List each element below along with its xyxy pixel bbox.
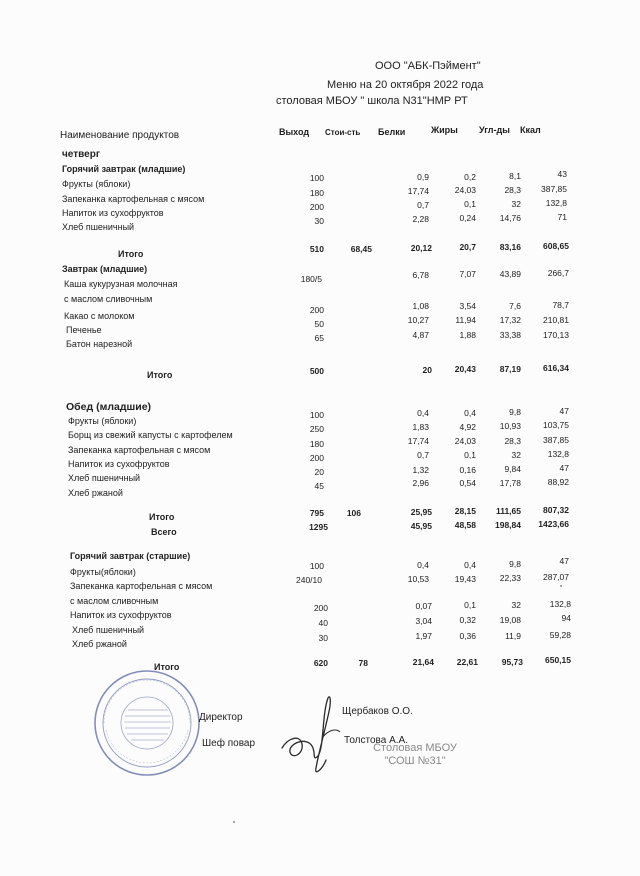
item-carbs: 10,93 (499, 421, 521, 431)
item-name: Хлеб ржаной (72, 639, 127, 649)
total-output: 620 (313, 658, 328, 668)
item-protein: 0,7 (417, 450, 429, 460)
item-output: 50 (314, 319, 324, 329)
item-name: Печенье (66, 325, 102, 335)
canteen-name: столовая МБОУ " школа N31"НМР РТ (276, 95, 468, 107)
item-carbs: 9,84 (504, 464, 521, 474)
item-kcal: 47 (559, 556, 569, 566)
item-kcal: 78,7 (552, 300, 569, 310)
item-protein: 3,04 (415, 616, 432, 626)
item-output: 40 (318, 618, 328, 628)
item-carbs: 32 (511, 450, 521, 460)
item-kcal: 43 (557, 169, 567, 179)
item-output: 45 (314, 481, 324, 491)
total-fat: 22,61 (456, 657, 478, 667)
item-carbs: 19,08 (499, 615, 521, 625)
item-kcal: 387,85 (541, 184, 567, 194)
item-fat: 0,2 (464, 172, 476, 182)
item-protein: 2,96 (412, 478, 429, 488)
item-output: 200 (309, 202, 324, 212)
grand-total-carbs: 198,84 (495, 520, 521, 530)
item-carbs: 17,78 (499, 478, 521, 488)
item-name: Хлеб пшеничный (62, 222, 135, 232)
item-fat: 3,54 (459, 301, 476, 311)
item-protein: 17,74 (407, 186, 429, 196)
scan-speck (560, 585, 562, 587)
item-protein: 0,07 (415, 601, 432, 611)
item-name: Напиток из сухофруктов (70, 610, 172, 620)
item-name: Какао с молоком (64, 311, 135, 321)
section-title: Горячий завтрак (младшие) (62, 164, 186, 174)
item-protein: 6,78 (412, 270, 429, 280)
item-protein: 17,74 (407, 436, 429, 446)
item-carbs: 7,6 (509, 301, 521, 311)
item-name: Запеканка картофельная с мясом (70, 581, 213, 591)
round-stamp (92, 668, 202, 778)
col-header-cost: Стои-сть (325, 128, 361, 137)
col-header-name: Наименование продуктов (60, 130, 180, 141)
item-name: Напиток из сухофруктов (68, 459, 170, 469)
item-protein: 1,32 (412, 465, 429, 475)
item-output: 240/10 (296, 575, 322, 585)
total-cost: 78 (358, 658, 368, 668)
total-protein: 20 (422, 365, 432, 375)
canteen-stamp: Столовая МБОУ "СОШ №31" (373, 742, 457, 767)
item-kcal: 170,13 (543, 330, 569, 340)
item-output: 30 (318, 633, 328, 643)
item-kcal: 47 (559, 463, 569, 473)
item-kcal: 210,81 (543, 315, 569, 325)
item-protein: 1,08 (412, 301, 429, 311)
total-label: Итого (118, 249, 144, 259)
total-label: Итого (147, 370, 173, 380)
item-fat: 7,07 (459, 269, 476, 279)
item-name: Хлеб ржаной (68, 488, 123, 498)
item-kcal: 266,7 (547, 268, 569, 278)
total-label: Итого (154, 662, 180, 672)
item-output: 200 (309, 453, 324, 463)
item-kcal: 132,8 (549, 599, 571, 609)
item-fat: 11,94 (455, 315, 476, 325)
item-fat: 0,1 (464, 600, 476, 610)
item-kcal: 103,75 (543, 420, 569, 430)
total-fat: 28,15 (454, 506, 476, 516)
item-carbs: 9,8 (509, 559, 521, 569)
item-protein: 10,27 (407, 315, 429, 325)
item-kcal: 71 (557, 212, 567, 222)
item-carbs: 14,76 (499, 213, 521, 223)
grand-total-fat: 48,58 (454, 520, 476, 530)
item-carbs: 11,9 (505, 631, 521, 641)
item-protein: 2,28 (412, 214, 429, 224)
item-name: Фрукты(яблоки) (70, 567, 136, 577)
item-name: Фрукты (яблоки) (68, 416, 137, 426)
item-name: Каша кукурузная молочная (64, 279, 178, 289)
item-carbs: 22,33 (499, 573, 521, 583)
item-kcal: 47 (559, 406, 569, 416)
item-carbs: 33,38 (499, 330, 521, 340)
col-header-fat: Жиры (431, 125, 458, 135)
item-carbs: 43,89 (499, 269, 521, 279)
handwritten-signature (278, 690, 358, 780)
item-protein: 0,7 (417, 200, 429, 210)
chef-label: Шеф повар (202, 738, 256, 749)
section-title: Горячий завтрак (старшие) (70, 551, 191, 561)
item-output: 180 (309, 439, 324, 449)
item-fat: 0,32 (459, 615, 476, 625)
item-fat: 0,36 (459, 631, 476, 641)
company-name: ООО "АБК-Пэймент" (375, 60, 481, 72)
total-protein: 25,95 (410, 507, 432, 517)
col-header-output: Выход (279, 127, 310, 137)
item-fat: 24,03 (454, 185, 476, 195)
item-kcal: 287,07 (543, 572, 569, 582)
item-carbs: 28,3 (504, 436, 521, 446)
item-carbs: 8,1 (509, 171, 521, 181)
item-name: Фрукты (яблоки) (62, 179, 131, 189)
item-fat: 1,88 (459, 330, 476, 340)
item-carbs: 9,8 (509, 407, 521, 417)
item-output: 200 (313, 603, 328, 613)
total-kcal: 650,15 (545, 655, 571, 665)
item-name: Хлеб пшеничный (68, 473, 141, 483)
grand-total-protein: 45,95 (410, 521, 432, 531)
day-label: четверг (62, 149, 100, 160)
item-name: Борщ из свежий капусты с картофелем (68, 430, 233, 440)
item-kcal: 88,92 (547, 477, 569, 487)
item-fat: 0,1 (464, 450, 476, 460)
item-protein: 0,4 (417, 408, 429, 418)
chef-name: Толстова А.А. (344, 735, 408, 746)
item-fat: 0,54 (459, 478, 476, 488)
item-name: Запеканка картофельная с мясом (62, 194, 205, 204)
grand-total-kcal: 1423,66 (538, 519, 569, 529)
item-fat: 0,4 (464, 560, 476, 570)
total-carbs: 95,73 (501, 657, 523, 667)
total-fat: 20,43 (454, 364, 476, 374)
item-kcal: 387,85 (543, 435, 569, 445)
col-header-kcal: Ккал (520, 125, 541, 135)
total-protein: 20,12 (410, 243, 432, 253)
item-output: 200 (309, 305, 324, 315)
item-output: 250 (309, 424, 324, 434)
total-carbs: 83,16 (499, 242, 521, 252)
item-fat: 24,03 (454, 436, 476, 446)
director-name: Щербаков О.О. (342, 706, 413, 717)
total-cost: 106 (346, 508, 361, 518)
item-name: Батон нарезной (66, 339, 133, 349)
grand-total-label: Всего (151, 527, 177, 537)
total-output: 795 (309, 508, 324, 518)
col-header-protein: Белки (378, 127, 406, 137)
item-protein: 0,9 (417, 172, 429, 182)
director-label: Директор (199, 712, 243, 723)
item-protein: 10,53 (407, 574, 429, 584)
total-cost: 68,45 (350, 244, 372, 254)
item-fat: 19,43 (454, 574, 476, 584)
item-output: 20 (314, 467, 324, 477)
menu-date: Меню на 20 октября 2022 года (327, 79, 484, 91)
total-carbs: 111,65 (495, 506, 521, 516)
item-output: 100 (309, 561, 324, 571)
section-title: Завтрак (младшие) (62, 264, 148, 274)
item-kcal: 59,28 (549, 630, 571, 640)
item-fat: 0,24 (459, 213, 476, 223)
item-output: 180/5 (300, 274, 322, 284)
item-output: 30 (314, 216, 324, 226)
item-output: 100 (309, 410, 324, 420)
item-protein: 4,87 (412, 330, 429, 340)
grand-total-output: 1295 (309, 522, 328, 532)
item-name: Запеканка картофельная с мясом (68, 445, 211, 455)
item-carbs: 17,32 (499, 315, 521, 325)
total-carbs: 87,19 (499, 364, 521, 374)
item-name: Напиток из сухофруктов (62, 208, 164, 218)
section-title: Обед (младшие) (66, 401, 152, 413)
item-output: 65 (314, 333, 324, 343)
item-output: 100 (309, 173, 324, 183)
item-name: с маслом сливочным (70, 596, 159, 606)
total-fat: 20,7 (459, 242, 476, 252)
item-kcal: 132,8 (545, 198, 567, 208)
item-kcal: 94 (561, 613, 571, 623)
total-kcal: 608,65 (543, 241, 569, 251)
total-output: 510 (309, 244, 324, 254)
total-output: 500 (309, 366, 324, 376)
item-name: Хлеб пшеничный (72, 625, 145, 635)
item-carbs: 28,3 (504, 185, 521, 195)
col-header-carbs: Угл-ды (479, 125, 510, 135)
scan-speck (233, 821, 235, 823)
item-protein: 1,83 (412, 422, 429, 432)
total-label: Итого (149, 512, 175, 522)
item-carbs: 32 (511, 600, 521, 610)
item-protein: 1,97 (415, 631, 432, 641)
item-fat: 0,4 (464, 408, 476, 418)
item-fat: 0,16 (459, 465, 476, 475)
total-protein: 21,64 (412, 657, 434, 667)
item-carbs: 32 (511, 199, 521, 209)
item-protein: 0,4 (417, 560, 429, 570)
item-fat: 0,1 (464, 199, 476, 209)
total-kcal: 807,32 (543, 505, 569, 515)
item-kcal: 132,8 (547, 449, 569, 459)
total-kcal: 616,34 (543, 363, 569, 373)
item-name: с маслом сливочным (64, 294, 153, 304)
item-fat: 4,92 (459, 422, 476, 432)
item-output: 180 (309, 188, 324, 198)
